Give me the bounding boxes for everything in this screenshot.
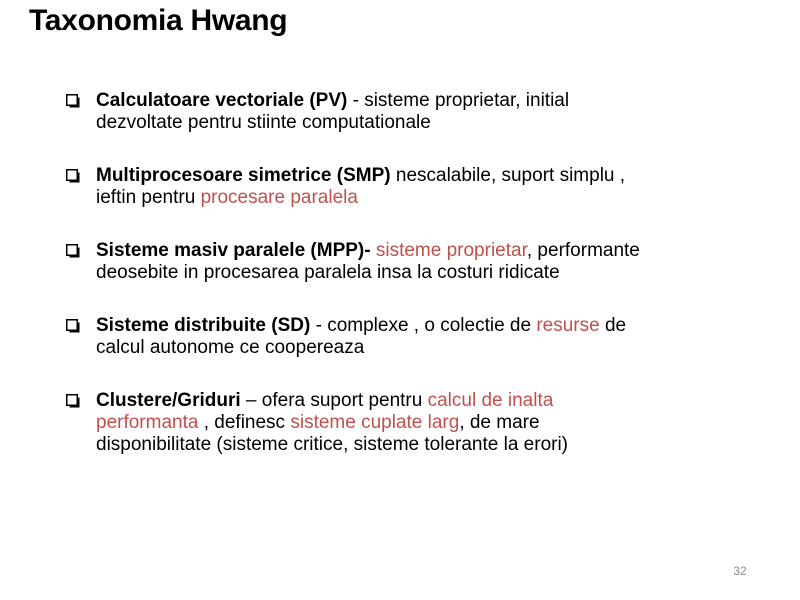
bullet-description: ieftin pentru	[96, 187, 201, 208]
bullet-term: Multiprocesoare simetrice (SMP)	[96, 165, 391, 186]
bullet-item-pv	[64, 90, 774, 134]
bullet-term: Sisteme masiv paralele (MPP)-	[96, 240, 371, 261]
bullet-item-sd	[64, 315, 774, 359]
bullet-item-mpp	[64, 240, 774, 284]
hollow-square-bullet-icon	[66, 394, 81, 408]
hollow-square-bullet-icon	[66, 94, 81, 108]
bullet-item-smp	[64, 165, 774, 209]
highlighted-text: resurse	[536, 315, 600, 336]
highlighted-text: procesare paralela	[200, 187, 358, 208]
bullet-description: deosebite in procesarea paralela insa la costuri ridicate	[96, 262, 560, 283]
highlighted-text: sisteme proprietar	[370, 240, 527, 261]
bullet-description: - complexe , o colectie de	[310, 315, 537, 336]
bullet-description: nescalabile, suport simplu ,	[390, 165, 626, 186]
page-number: 32	[733, 564, 747, 578]
bullet-description: calcul autonome ce coopereaza	[96, 337, 365, 358]
highlighted-text: sisteme cuplate larg	[290, 412, 460, 433]
hollow-square-bullet-icon	[66, 244, 81, 258]
bullet-text	[96, 390, 568, 455]
highlighted-text: performanta	[96, 412, 199, 433]
bullet-item-clustere	[64, 390, 774, 456]
bullet-term: Calculatoare vectoriale (PV)	[96, 90, 348, 111]
bullet-text	[96, 315, 626, 358]
bullet-text	[96, 90, 569, 133]
bullet-description: – ofera suport pentru	[240, 390, 428, 411]
bullet-text	[96, 240, 640, 283]
bullet-description: disponibilitate (sisteme critice, sisteme tolerante la erori)	[96, 434, 569, 455]
bullet-description: de	[599, 315, 627, 336]
bullet-description: - sisteme proprietar, initial	[347, 90, 570, 111]
bullet-text	[96, 165, 625, 208]
highlighted-text: calcul de inalta	[427, 390, 554, 411]
slide-title: Taxonomia Hwang	[29, 4, 288, 37]
bullet-description: dezvoltate pentru stiinte computationale	[96, 112, 431, 133]
bullet-term: Clustere/Griduri	[96, 390, 241, 411]
bullet-description: , de mare	[459, 412, 540, 433]
bullet-term: Sisteme distribuite (SD)	[96, 315, 311, 336]
bullet-description: , performante	[526, 240, 640, 261]
bullet-list	[64, 90, 774, 487]
hollow-square-bullet-icon	[66, 169, 81, 183]
bullet-description: , definesc	[198, 412, 291, 433]
hollow-square-bullet-icon	[66, 319, 81, 333]
